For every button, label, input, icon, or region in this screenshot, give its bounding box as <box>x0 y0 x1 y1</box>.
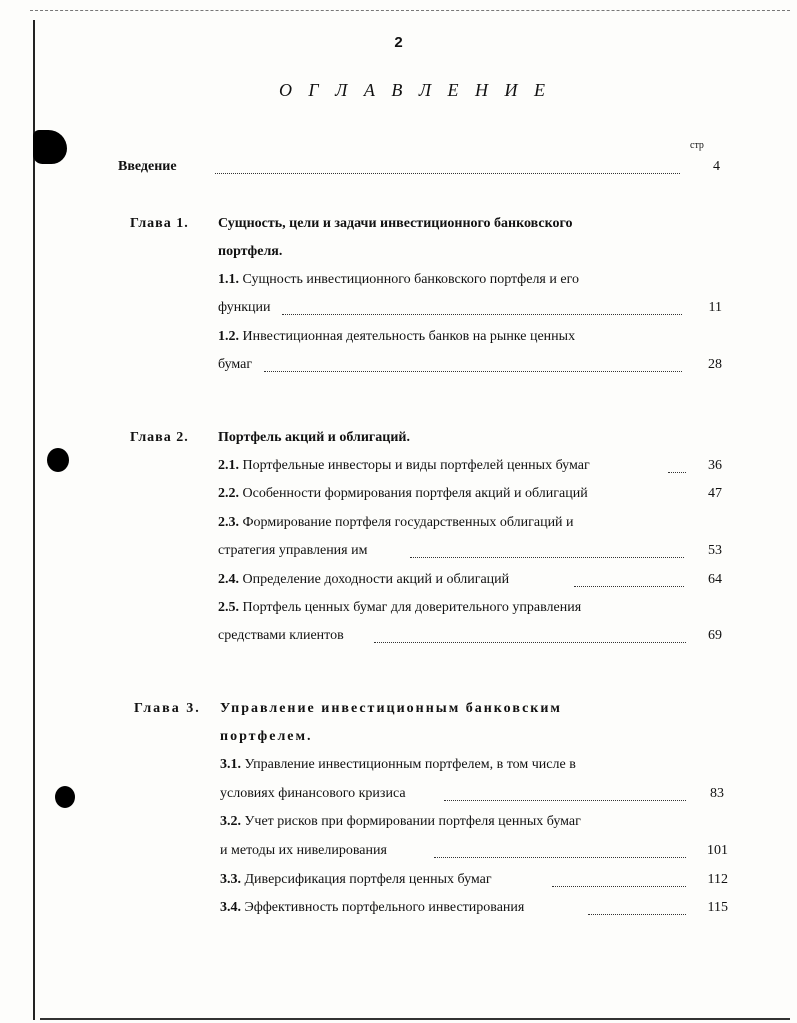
section-2-2-page: 47 <box>708 486 722 501</box>
section-number: 2.2. <box>218 486 239 501</box>
section-3-3-page: 112 <box>707 872 728 887</box>
section-1-1-cont: функции <box>218 300 271 315</box>
section-number: 2.3. <box>218 515 239 530</box>
section-3-1-page: 83 <box>710 786 724 801</box>
section-number: 2.4. <box>218 572 239 587</box>
section-2-3 <box>218 514 574 532</box>
dot-leader <box>668 460 686 473</box>
section-3-3 <box>220 871 492 889</box>
section-number: 3.1. <box>220 757 241 772</box>
section-number: 3.4. <box>220 900 241 915</box>
section-3-4 <box>220 899 524 917</box>
dot-leader <box>282 302 682 315</box>
section-title: Инвестиционная деятельность банков на рынке ценных <box>242 329 576 344</box>
section-2-5-page: 69 <box>708 628 722 643</box>
chapter-1-title-cont: портфеля. <box>218 244 283 259</box>
dot-leader <box>410 545 684 558</box>
section-1-1 <box>218 271 579 289</box>
section-number: 3.2. <box>220 814 241 829</box>
section-title: Особенности формирования портфеля акций и облигаций <box>242 486 588 501</box>
section-3-2 <box>220 813 581 831</box>
toc-title: О Г Л А В Л Е Н И Е <box>278 80 552 100</box>
section-number: 2.1. <box>218 458 239 473</box>
section-1-2-cont: бумаг <box>218 357 253 372</box>
section-title: Портфельные инвесторы и виды портфелей ценных бумаг <box>242 458 590 473</box>
dot-leader <box>574 574 684 587</box>
section-2-5 <box>218 599 581 617</box>
section-title: Портфель ценных бумаг для доверительного управления <box>242 600 582 615</box>
section-title: Управление инвестиционным портфелем, в том числе в <box>244 757 576 772</box>
section-3-4-page: 115 <box>707 900 728 915</box>
section-2-1-page: 36 <box>708 458 722 473</box>
scan-left-edge <box>33 20 35 1020</box>
section-title: Сущность инвестиционного банковского портфеля и его <box>242 272 579 287</box>
section-2-3-page: 53 <box>708 543 722 558</box>
section-title: Диверсификация портфеля ценных бумаг <box>244 872 492 887</box>
scan-top-edge <box>30 10 790 11</box>
section-1-2-page: 28 <box>708 357 722 372</box>
chapter-3-label: Глава 3. <box>134 701 201 716</box>
section-number: 1.1. <box>218 272 239 287</box>
section-1-1-page: 11 <box>708 300 722 315</box>
intro-label: Введение <box>118 159 177 174</box>
section-2-3-cont: стратегия управления им <box>218 543 368 558</box>
hole-punch-blot <box>33 130 67 164</box>
chapter-3-title: Управление инвестиционным банковским <box>220 701 562 716</box>
chapter-2-title: Портфель акций и облигаций. <box>218 430 410 445</box>
chapter-1-label: Глава 1. <box>130 216 189 231</box>
section-3-2-page: 101 <box>707 843 728 858</box>
dot-leader <box>215 161 680 174</box>
dot-leader <box>588 902 686 915</box>
section-2-5-cont: средствами клиентов <box>218 628 344 643</box>
section-3-1 <box>220 756 576 774</box>
page-column-label: стр <box>690 140 704 151</box>
section-2-1 <box>218 457 590 475</box>
section-number: 3.3. <box>220 872 241 887</box>
chapter-1-title: Сущность, цели и задачи инвестиционного банковского <box>218 216 573 231</box>
dot-leader <box>552 874 686 887</box>
hole-punch-blot <box>55 786 75 808</box>
section-2-4 <box>218 571 509 589</box>
section-number: 2.5. <box>218 600 239 615</box>
section-title: Учет рисков при формировании портфеля ценных бумаг <box>244 814 581 829</box>
section-2-2 <box>218 485 588 503</box>
section-title: Определение доходности акций и облигаций <box>242 572 510 587</box>
intro-page: 4 <box>713 159 720 174</box>
dot-leader <box>374 630 686 643</box>
section-title: Формирование портфеля государственных облигаций и <box>242 515 574 530</box>
dot-leader <box>264 359 682 372</box>
page-number: 2 <box>394 34 403 51</box>
scan-bottom-edge <box>40 1018 790 1020</box>
section-title: Эффективность портфельного инвестирования <box>244 900 525 915</box>
section-1-2 <box>218 328 575 346</box>
section-3-1-cont: условиях финансового кризиса <box>220 786 406 801</box>
section-2-4-page: 64 <box>708 572 722 587</box>
chapter-2-label: Глава 2. <box>130 430 189 445</box>
section-number: 1.2. <box>218 329 239 344</box>
hole-punch-blot <box>47 448 69 472</box>
section-3-2-cont: и методы их нивелирования <box>220 843 387 858</box>
dot-leader <box>444 788 686 801</box>
chapter-3-title-cont: портфелем. <box>220 729 313 744</box>
dot-leader <box>434 845 686 858</box>
